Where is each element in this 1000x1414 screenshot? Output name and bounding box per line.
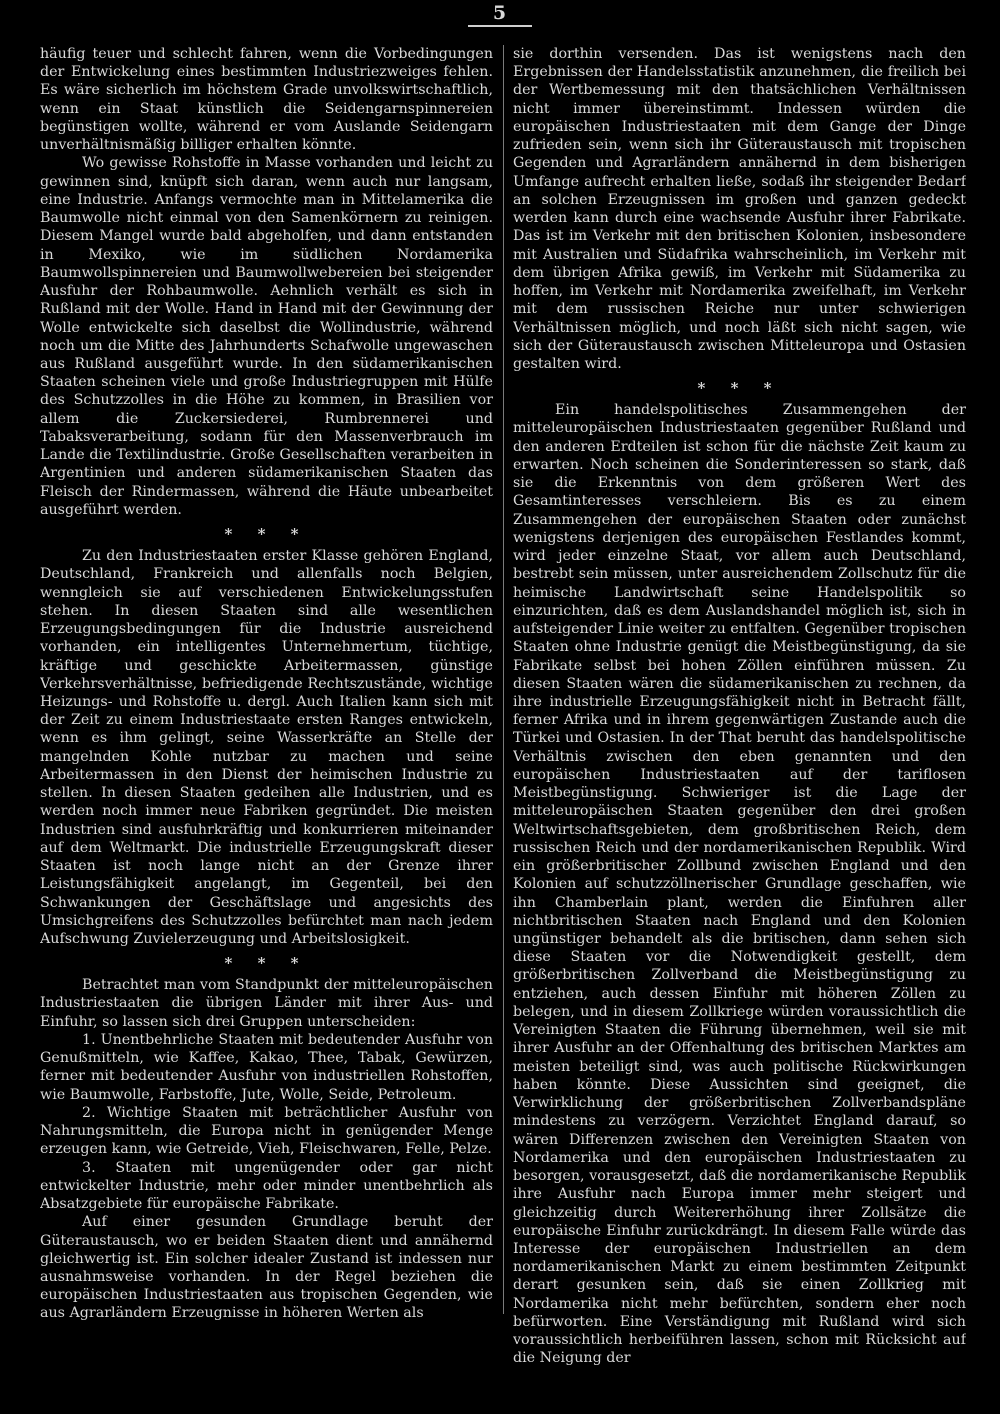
right-paragraph-2: Ein handelspolitisches Zusammengehen der mitteleuropäischen Industriestaaten gegenüber Rußland und den anderen Erdteilen ist schon für die nächste Zeit kaum zu erwarten. Noch scheinen die Sonderinteressen so stark, daß sie die Erkenntnis von dem größeren Wert des Gesamtinteresses verschleiern. Bis es zu einem Zusammengehen der europäischen Staaten oder zunächst wenigstens derjenigen des europäischen Festlandes kommt, wird jeder einzelne Staat, vor allem auch Deutschland, bestrebt sein müssen, unter ausreichendem Zollschutz für die heimische Landwirtschaft seine Handelspolitik so einzurichten, daß es dem Auslandshandel möglich ist, sich in aufsteigender Linie weiter zu entfalten. Gegenüber tropischen Staaten ohne Industrie genügt die Meistbegünstigung, da sie Fabrikate selbst bei hohen Zöllen einführen müssen. Zu diesen Staaten wären die südamerikanischen zu rechnen, da ihre industrielle Erzeugungsfähigkeit nicht in Betracht fällt, ferner Afrika und in ihrem gegenwärtigen Zustande auch die Türkei und Ostasien. In der That beruht das handelspolitische Verhältnis zwischen den eben genannten und den europäischen Industriestaaten auf der tariflosen Meistbegünstigung. Schwieriger ist die Lage der mitteleuropäischen Staaten gegenüber den drei großen Weltwirtschaftsgebieten, dem großbritischen Reich, dem russischen Reich und der nordamerikanischen Republik. Wird ein größerbritischer Zollbund zwischen England und den Kolonien auf schutzzöllnerischer Grundlage geschaffen, wie ihn Chamberlain plant, werden die Einfuhren aller nichtbritischen Staaten nach England und den Kolonien ungünstiger behandelt als die britischen, dann sehen sich diese Staaten vor die Notwendigkeit gestellt, dem größerbritischen Zollverband die Meistbegünstigung zu entziehen, auch dessen Einfuhr mit höheren Zöllen zu belegen, und in diesem Zollkriege würden voraussichtlich die Vereinigten Staaten die Führung übernehmen, weil sie mit ihrer Ausfuhr an der Offenhaltung des britischen Marktes am meisten beteiligt sind, was auch politische Rückwirkungen haben könnte. Diese Aussichten sind geeignet, die Verwirklichung der größerbritischen Zollverbandspläne mindestens zu verzögern. Verzichtet England darauf, so wären Differenzen zwischen den Vereinigten Staaten von Nordamerika und den europäischen Industriestaaten zu besorgen, vorausgesetzt, daß die nordamerikanische Republik ihre Ausfuhr nach Europa immer mehr steigert und gleichzeitig durch Weitererhöhung ihrer Zollsätze die europäische Einfuhr zurückdrängt. In diesem Falle würde das Interesse der europäischen Industriellen an dem nordamerikanischen Markt zu einem bestimmten Zeitpunkt derart gesunken sein, daß sie einen Zollkrieg mit Nordamerika nicht mehr befürchten, sondern eher noch befürworten. Eine Verständigung mit Rußland wird sich voraussichtlich herbeiführen lassen, schon mit Rücksicht auf die Neigung der	[513, 402, 966, 1367]
left-paragraph-3: Zu den Industriestaaten erster Klasse gehören England, Deutschland, Frankreich und allenfalls noch Belgien, wenngleich sie auf verschiedenen Entwickelungsstufen stehen. In diesen Staaten sind alle wesentlichen Erzeugungsbedingungen für die Industrie ausreichend vorhanden, ein intelligentes Unternehmertum, tüchtige, kräftige und geschickte Arbeitermassen, günstige Verkehrsverhältnisse, befriedigende Rechtszustände, wichtige Heizungs- und Rohstoffe u. dergl. Auch Italien kann sich mit der Zeit zu einem Industriestaate ersten Ranges entwickeln, wenn es ihm gelingt, seine Wasserkräfte an Stelle der mangelnden Kohle nutzbar zu machen und seine Arbeitermassen in den Dienst der heimischen Industrie zu stellen. In diesen Staaten gedeihen alle Industrien, und es werden noch immer neue Fabriken gegründet. Die meisten Industrien sind ausfuhrkräftig und konkurrieren miteinander auf dem Weltmarkt. Die industrielle Erzeugungskraft dieser Staaten ist noch lange nicht an der Grenze ihrer Leistungsfähigkeit angelangt, im Gegenteil, bei den Schwankungen der Geschäftslage und angesichts des Umsichgreifens des Schutzzolles befürchtet man nach jedem Aufschwung Zuvielerzeugung und Arbeitslosigkeit.	[40, 548, 493, 948]
right-paragraph-1: sie dorthin versenden. Das ist wenigstens nach den Ergebnissen der Handelsstatistik anzunehmen, die freilich bei der Wertbemessung mit den thatsächlichen Verhältnissen nicht immer übereinstimmt. Indessen würden die europäischen Industriestaaten mit dem Gange der Dinge zufrieden sein, wenn sich ihr Güteraustausch mit tropischen Gegenden und Agrarländern annähernd in dem bisherigen Umfange aufrecht erhalten ließe, sodaß ihr steigender Bedarf an solchen Erzeugnissen im großen und ganzen gedeckt werden kann durch eine wachsende Ausfuhr ihrer Fabrikate. Das ist im Verkehr mit den britischen Kolonien, insbesondere mit Australien und Südafrika wahrscheinlich, im Verkehr mit dem übrigen Afrika gewiß, im Verkehr mit Südamerika zu hoffen, im Verkehr mit Nordamerika zweifelhaft, im Verkehr mit dem russischen Reiche nur unter schwierigen Verhältnissen möglich, und noch läßt sich nicht sagen, wie sich der Güteraustausch zwischen Mitteleuropa und Ostasien gestalten wird.	[513, 46, 966, 372]
left-paragraph-4: Betrachtet man vom Standpunkt der mitteleuropäischen Industriestaaten die übrigen Länder mit ihrer Aus- und Einfuhr, so lassen sich drei Gruppen unterscheiden:	[40, 977, 493, 1030]
list-item-2: 2. Wichtige Staaten mit beträchtlicher Ausfuhr von Nahrungsmitteln, die Europa nicht in genügender Menge erzeugen kann, wie Getreide, Vieh, Fleischwaren, Felle, Pelze.	[40, 1104, 493, 1158]
left-paragraph-1: häufig teuer und schlecht fahren, wenn die Vorbedingungen der Entwickelung eines bestimmten Industriezweiges fehlen. Es wäre sicherlich im höchstem Grade unvolkswirtschaftlich, wenn ein Staat künstlich die Seidengarnspinnereien begünstigen wollte, während er vom Auslande Seidengarn unverhältnismäßig billiger erhalten könnte.	[40, 46, 493, 154]
section-separator: * * *	[224, 525, 309, 544]
section-separator: * * *	[697, 379, 782, 398]
page-number: 5	[492, 2, 508, 24]
page-number-rule	[468, 25, 532, 27]
list-item-1: 1. Unentbehrliche Staaten mit bedeutender Ausfuhr von Genußmitteln, wie Kaffee, Kakao, Thee, Tabak, Gewürzen, ferner mit bedeutender Ausfuhr von industriellen Rohstoffen, wie Baumwolle, Farbstoffe, Jute, Wolle, Seide, Petroleum.	[40, 1031, 493, 1103]
list-item-3: 3. Staaten mit ungenügender oder gar nicht entwickelter Industrie, mehr oder minder unentbehrlich als Absatzgebiete für europäische Fabrikate.	[40, 1159, 493, 1213]
left-paragraph-2: Wo gewisse Rohstoffe in Masse vorhanden und leicht zu gewinnen sind, knüpft sich daran, wenn auch nur langsam, eine Industrie. Anfangs vermochte man in Mittelamerika die Baumwolle nicht einmal von den Samenkörnern zu reinigen. Diesem Mangel wurde bald abgeholfen, und dann entstanden in Mexiko, wie im südlichen Nordamerika Baumwollspinnereien und Baumwollwebereien bei steigender Ausfuhr der Rohbaumwolle. Aehnlich verhält es sich in Rußland mit der Wolle. Hand in Hand mit der Gewinnung der Wolle entwickelte sich daselbst die Wollindustrie, während noch um die Mitte des Jahrhunderts Schafwolle ungewaschen aus Rußland ausgeführt wurde. In den südamerikanischen Staaten scheinen viele und große Industriegruppen mit Hülfe des Schutzzolles in die Höhe zu kommen, in Brasilien vor allem die Zuckersiederei, Rumbrennerei und Tabaksverarbeitung, sodann für den Massenverbrauch im Lande die Textilindustrie. Große Gesellschaften verarbeiten in Argentinien und anderen südamerikanischen Staaten das Fleisch der Rindermassen, während die Häute unbearbeitet ausgeführt werden.	[40, 155, 493, 518]
left-paragraph-5: Auf einer gesunden Grundlage beruht der Güteraustausch, wo er beiden Staaten dient und annähernd gleichwertig ist. Ein solcher idealer Zustand ist indessen nur ausnahmsweise vorhanden. In der Regel beziehen die europäischen Industriestaaten aus tropischen Gegenden, wie aus Agrarländern Erzeugnisse in höheren Werten als	[40, 1214, 493, 1322]
column-divider	[503, 45, 504, 1314]
right-column	[513, 45, 966, 1386]
left-column	[40, 45, 493, 1386]
section-separator: * * *	[224, 954, 309, 973]
